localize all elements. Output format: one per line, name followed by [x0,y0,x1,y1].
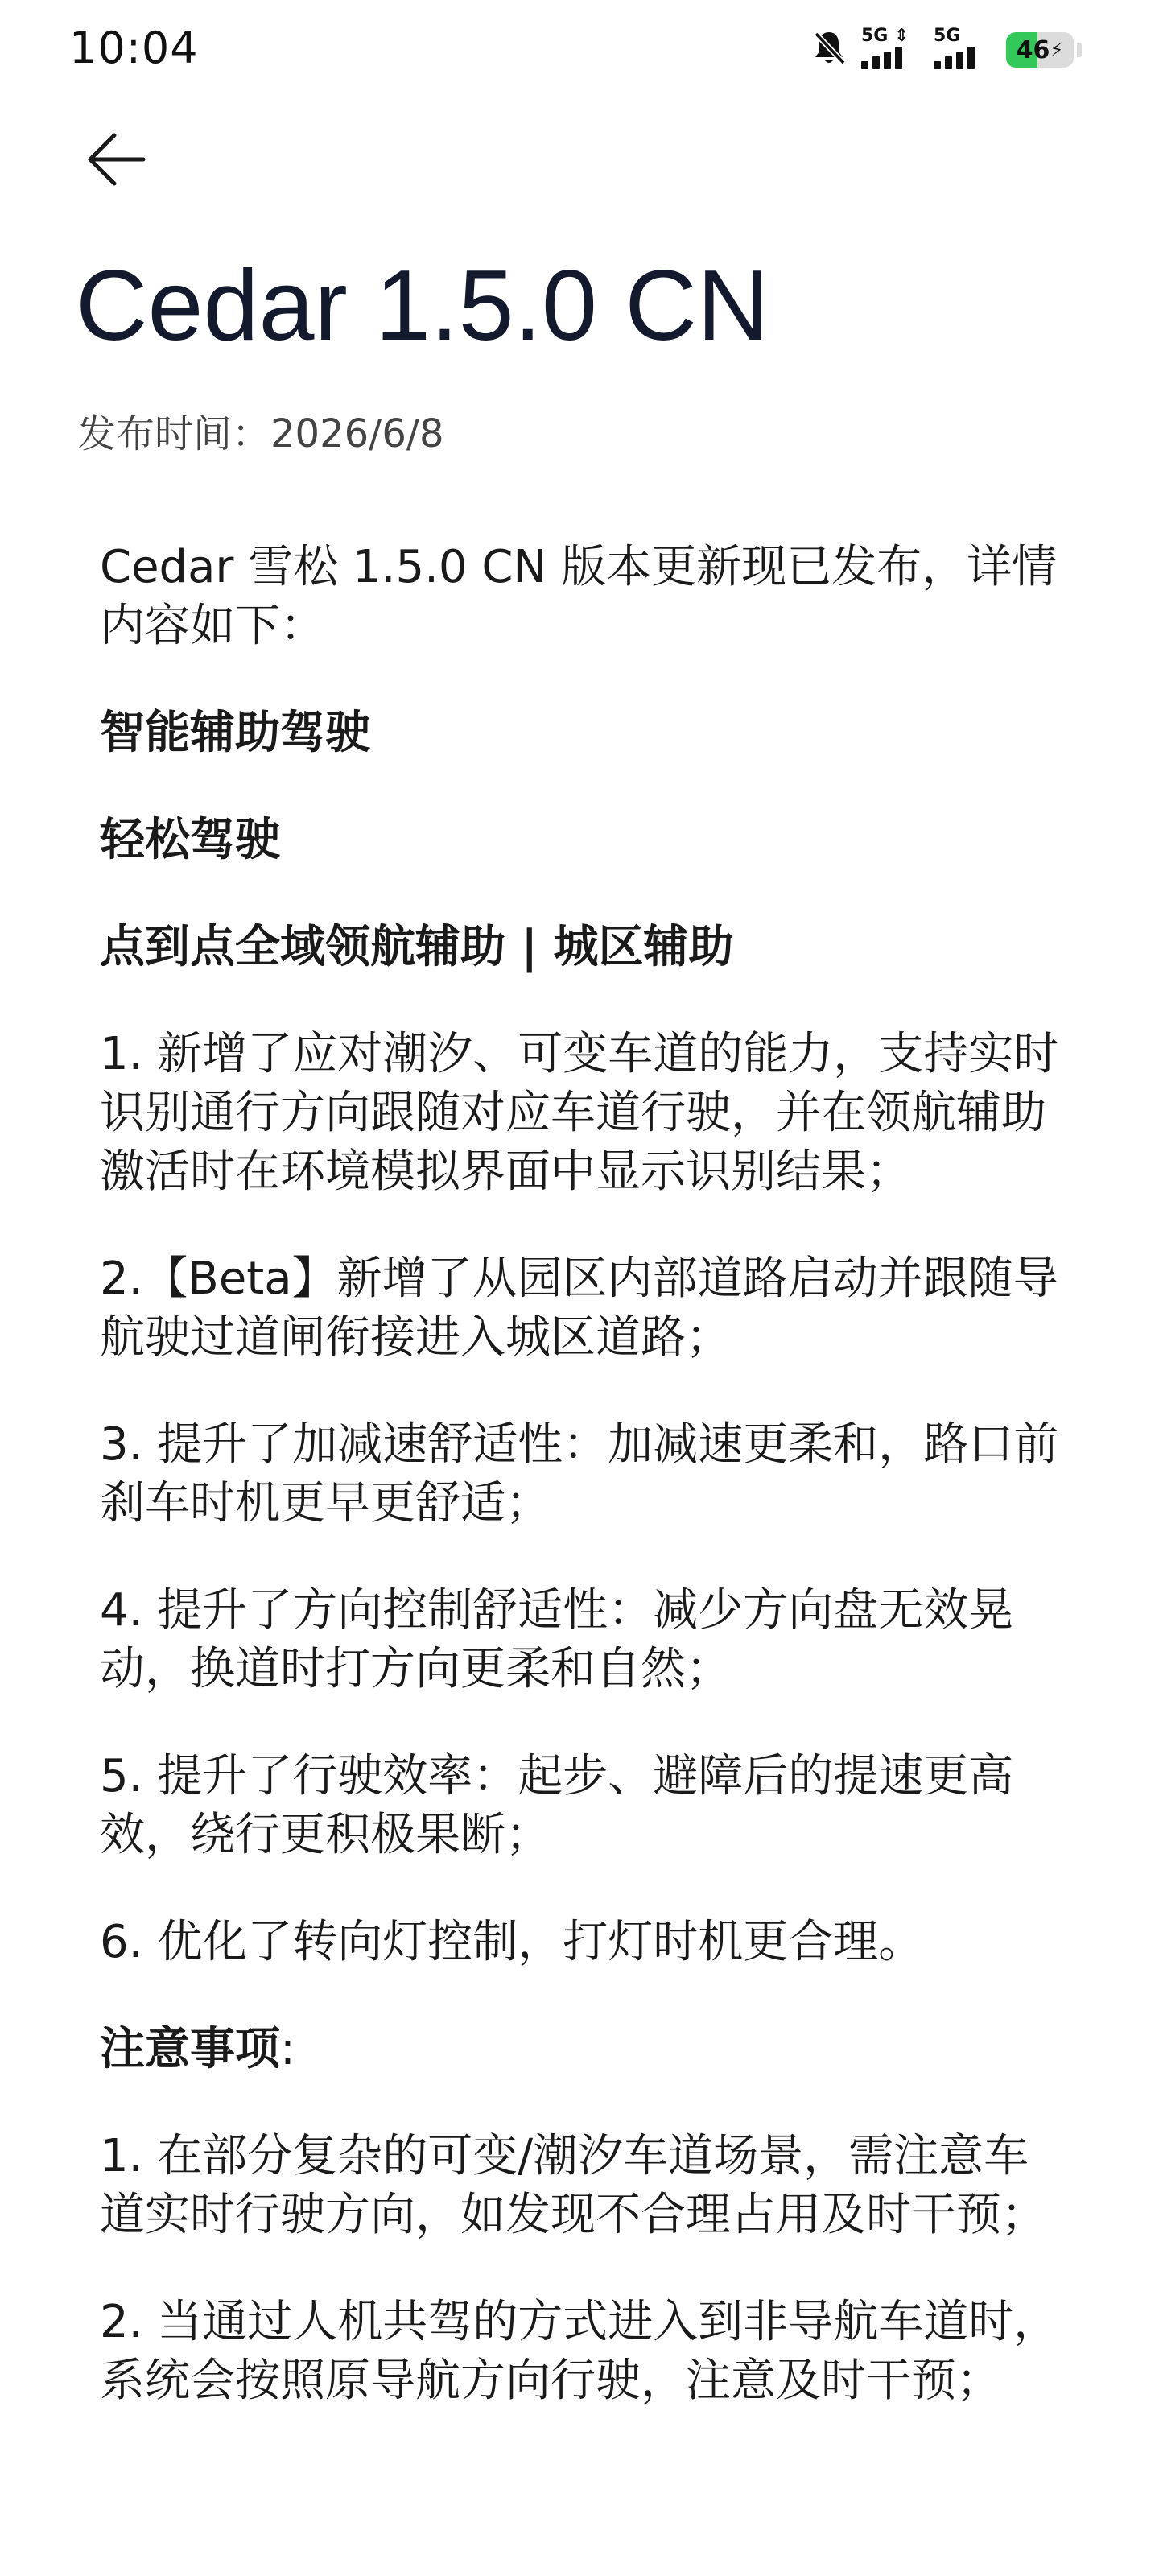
note-item: 1. 在部分复杂的可变/潮汐车道场景，需注意车道实时行驶方向，如发现不合理占用及时干预； [100,2130,1046,2241]
release-notes [100,538,1062,2458]
battery-cap [1077,43,1082,57]
list-item: 6. 优化了转向灯控制，打灯时机更合理。 [100,1916,924,1968]
arrow-left-icon [84,127,148,192]
intro-text: Cedar 雪松 1.5.0 CN 版本更新现已发布，详情内容如下： [100,541,1058,652]
section-title: 智能辅助驾驶 [100,707,370,759]
notes-title: 注意事项 [100,2023,280,2075]
status-icons [811,26,1082,74]
list-item: 3. 提升了加减速舒适性：加减速更柔和，路口前刹车时机更早更舒适； [100,1418,1059,1530]
battery-charging-icon: 46 ⚡ [1006,32,1074,68]
subsection-title: 轻松驾驶 [100,814,280,866]
network-label: 5G [861,26,889,46]
signal-icon: 5G ⇕ [861,27,919,72]
release-date: 发布时间：2026/6/8 [77,411,444,456]
list-item: 5. 提升了行驶效率：起步、避障后的提速更高效，绕行更积极果断； [100,1750,1014,1861]
network-label: 5G [934,26,961,46]
signal-icon [934,27,992,72]
notes-heading [100,2020,1062,2079]
list-item: 2.【Beta】新增了从园区内部道路启动并跟随导航驶过道闸衔接进入城区道路； [100,1253,1058,1364]
list-item: 1. 新增了应对潮汐、可变车道的能力，支持实时识别通行方向跟随对应车道行驶，并在领航辅助激活时在环境模拟界面中显示识别结果； [100,1028,1059,1198]
battery-level: 46 [1016,35,1050,64]
list-item: 4. 提升了方向控制舒适性：减少方向盘无效晃动，换道时打方向更柔和自然； [100,1584,1014,1695]
status-bar [0,0,1159,97]
back-button[interactable] [77,121,155,198]
status-time: 10:04 [69,23,199,73]
page-title: Cedar 1.5.0 CN [76,250,769,361]
feature-title: 点到点全域领航辅助 | 城区辅助 [100,921,734,973]
notes-colon: : [280,2023,295,2075]
bell-off-icon [811,29,847,71]
note-item: 2. 当通过人机共驾的方式进入到非导航车道时，系统会按照原导航方向行驶，注意及时干预； [100,2296,1059,2407]
